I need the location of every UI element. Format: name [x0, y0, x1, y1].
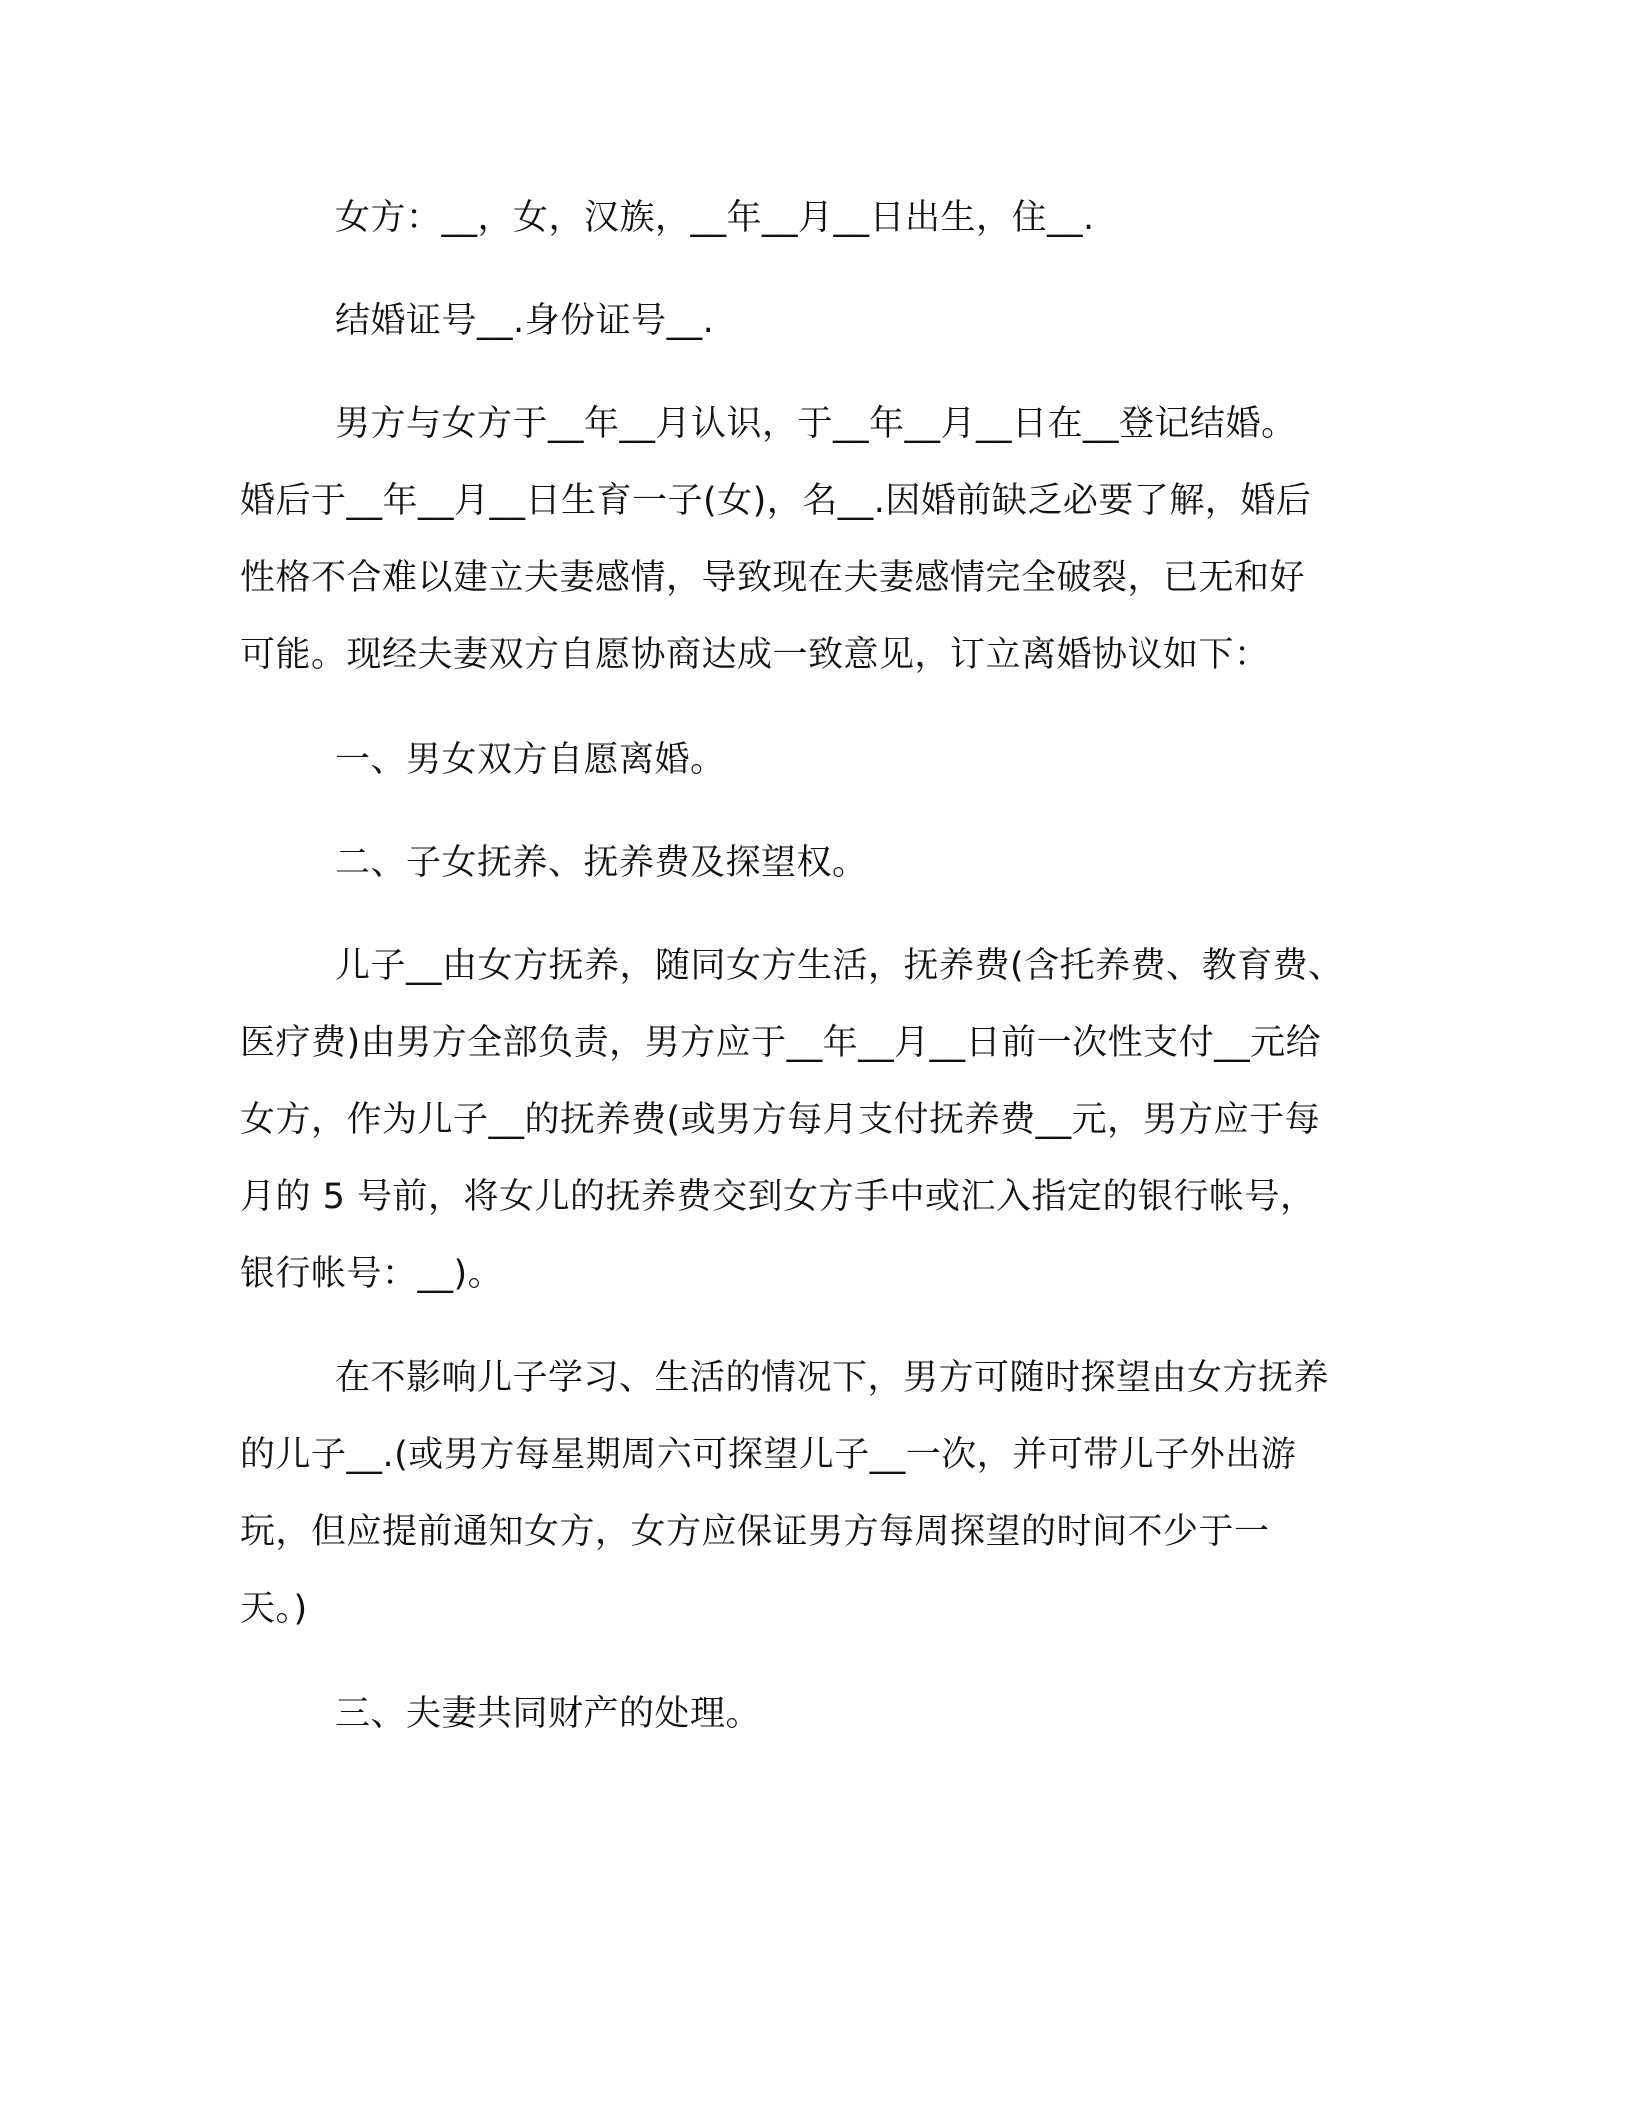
paragraph-marriage-background [240, 386, 1390, 694]
text-line: 三、夫妻共同财产的处理。 [335, 1694, 762, 1734]
paragraph-certificate-numbers [240, 283, 1390, 360]
text-line: 二、子女抚养、抚养费及探望权。 [335, 843, 868, 883]
text-line: 可能。现经夫妻双方自愿协商达成一致意见，订立离婚协议如下： [240, 635, 1270, 675]
text-line: 天。) [240, 1589, 308, 1629]
text-line: 婚后于__年__月__日生育一子(女)，名__.因婚前缺乏必要了解，婚后 [240, 481, 1312, 521]
text-line: 医疗费)由男方全部负责，男方应于__年__月__日前一次性支付__元给 [240, 1023, 1322, 1063]
text-line: 性格不合难以建立夫妻感情，导致现在夫妻感情完全破裂，已无和好 [240, 558, 1306, 598]
text-line: 女方：__，女，汉族，__年__月__日出生，住__. [335, 198, 1095, 238]
text-line: 结婚证号__.身份证号__. [335, 301, 715, 341]
section-heading-1 [240, 722, 1390, 799]
paragraph-visitation [240, 1340, 1390, 1648]
text-line: 女方，作为儿子__的抚养费(或男方每月支付抚养费__元，男方应于每 [240, 1100, 1321, 1140]
text-line: 月的 5 号前，将女儿的抚养费交到女方手中或汇入指定的银行帐号， [240, 1177, 1316, 1217]
section-heading-2 [240, 825, 1390, 902]
text-line: 一、男女双方自愿离婚。 [335, 740, 726, 780]
text-line: 的儿子__.(或男方每星期周六可探望儿子__一次，并可带儿子外出游 [240, 1435, 1297, 1475]
text-line: 玩，但应提前通知女方，女方应保证男方每周探望的时间不少于一 [240, 1512, 1270, 1552]
text-line: 在不影响儿子学习、生活的情况下，男方可随时探望由女方抚养 [335, 1358, 1330, 1398]
text-line: 银行帐号：__)。 [240, 1254, 504, 1294]
section-heading-3 [240, 1676, 1390, 1753]
paragraph-child-custody [240, 928, 1390, 1313]
text-line: 男方与女方于__年__月认识，于__年__月__日在__登记结婚。 [335, 404, 1297, 444]
text-line: 儿子__由女方抚养，随同女方生活，抚养费(含托养费、教育费、 [335, 946, 1344, 986]
paragraph-female-party [240, 180, 1390, 257]
